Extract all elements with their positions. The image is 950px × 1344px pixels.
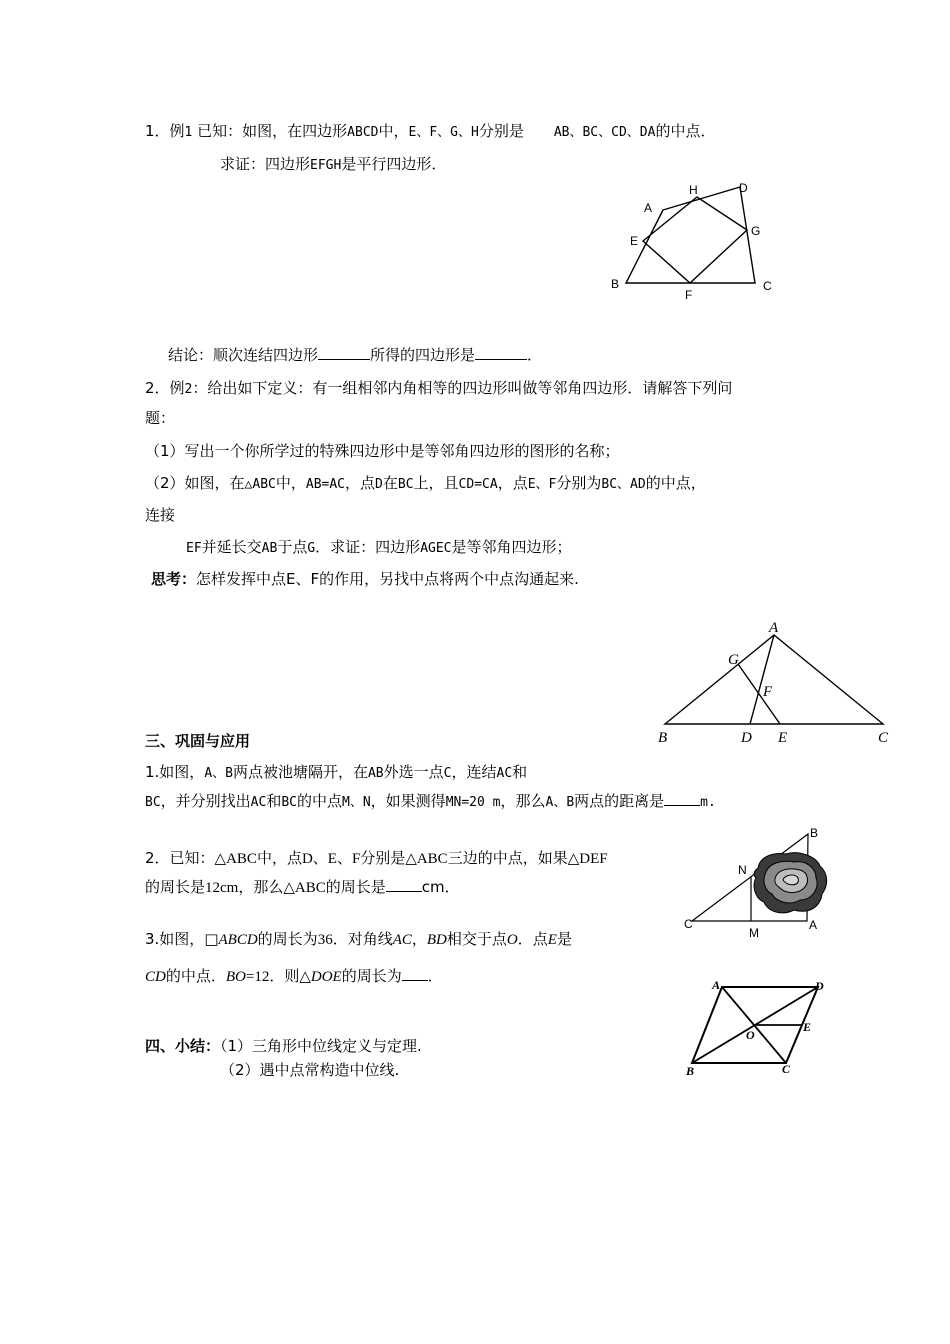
- ex2-label-D: D: [741, 730, 752, 746]
- ex1-statement: 1．例1 已知：如图，在四边形ABCD中，E、F、G、H分别是 AB、BC、CD、DA的中点．: [145, 122, 716, 140]
- sec3-fig-pond: [682, 822, 832, 942]
- ex2-label-C: C: [878, 730, 889, 746]
- ex2-label-F: F: [763, 684, 773, 700]
- sec3-q1-line2: BC，并分别找出AC和BC的中点M、N，如果测得MN=20 m，那么A、B两点的距离是 m.: [145, 792, 716, 810]
- ex2-label-A: A: [769, 620, 779, 636]
- sec3-q2-line1: 2．已知：△ABC中，点D、E、F分别是△ABC三边的中点，如果△DEF: [145, 849, 608, 867]
- para-label-C: C: [782, 1062, 791, 1076]
- sec3-q2-line2: 的周长是12cm，那么△ABC的周长是 cm．: [145, 878, 460, 896]
- ex1-label-D: D: [739, 181, 748, 195]
- ex1-label-G: G: [751, 224, 761, 238]
- ex1-prove: 求证：四边形EFGH是平行四边形．: [220, 155, 447, 173]
- ex1-conclusion: 结论：顺次连结四边形 所得的四边形是 ．: [168, 346, 543, 364]
- ex1-label-F: F: [685, 288, 693, 302]
- para-label-O: O: [746, 1028, 755, 1042]
- sec3-q1-line1: 1.如图，A、B两点被池塘隔开，在AB外选一点C，连结AC和: [145, 763, 528, 781]
- ex2-intro: 2．例2：给出如下定义：有一组相邻内角相等的四边形叫做等邻角四边形．请解答下列问: [145, 379, 733, 397]
- ex1-label-H: H: [689, 183, 698, 197]
- ex2-part1: （1）写出一个你所学过的特殊四边形中是等邻角四边形的图形的名称；: [145, 442, 620, 460]
- ex2-part2: （2）如图，在△ABC中，AB=AC，点D在BC上，且CD=CA，点E、F分别为BC、AD的中点，: [145, 474, 706, 492]
- pond-label-A: A: [809, 918, 818, 932]
- sec3-q3-line2: CD的中点．BO=12．则△DOE的周长为 ．: [145, 967, 443, 985]
- ex2-label-B: B: [658, 730, 668, 746]
- pond-label-M: M: [749, 926, 759, 940]
- sec3-q3-line1: 3.如图，□ABCD的周长为36．对角线AC，BD相交于点O．点E是: [145, 930, 572, 948]
- para-label-E: E: [803, 1020, 812, 1034]
- pond-label-B: B: [810, 826, 819, 840]
- sec4-summary-1: 四、小结：（1）三角形中位线定义与定理.: [145, 1037, 422, 1055]
- ex2-think: 思考：怎样发挥中点E、F的作用，另找中点将两个中点沟通起来.: [151, 570, 579, 588]
- ex1-label-B: B: [611, 277, 620, 291]
- para-label-B: B: [686, 1064, 695, 1078]
- ex2-label-G: G: [728, 652, 739, 668]
- ex1-label-C: C: [763, 279, 772, 293]
- ex1-label-A: A: [644, 201, 653, 215]
- ex1-label-E: E: [630, 234, 639, 248]
- para-label-D: D: [815, 979, 824, 993]
- para-label-A: A: [712, 978, 721, 992]
- ex2-label-E: E: [778, 730, 788, 746]
- sec3-fig-parallelogram: [682, 975, 842, 1080]
- ex2-figure-triangle: [655, 618, 905, 748]
- ex1-figure-quadrilateral: [600, 175, 790, 305]
- sec3-title: 三、巩固与应用: [145, 732, 251, 750]
- pond-label-N: N: [738, 863, 747, 877]
- ex2-part2-cont: EF并延长交AB于点G．求证：四边形AGEC是等邻角四边形；: [186, 538, 572, 556]
- ex2-part2-link: 连接: [145, 506, 176, 524]
- ex2-intro-cont: 题：: [145, 409, 176, 427]
- pond-label-C: C: [684, 917, 693, 931]
- sec4-summary-2: （2）遇中点常构造中位线.: [220, 1061, 400, 1079]
